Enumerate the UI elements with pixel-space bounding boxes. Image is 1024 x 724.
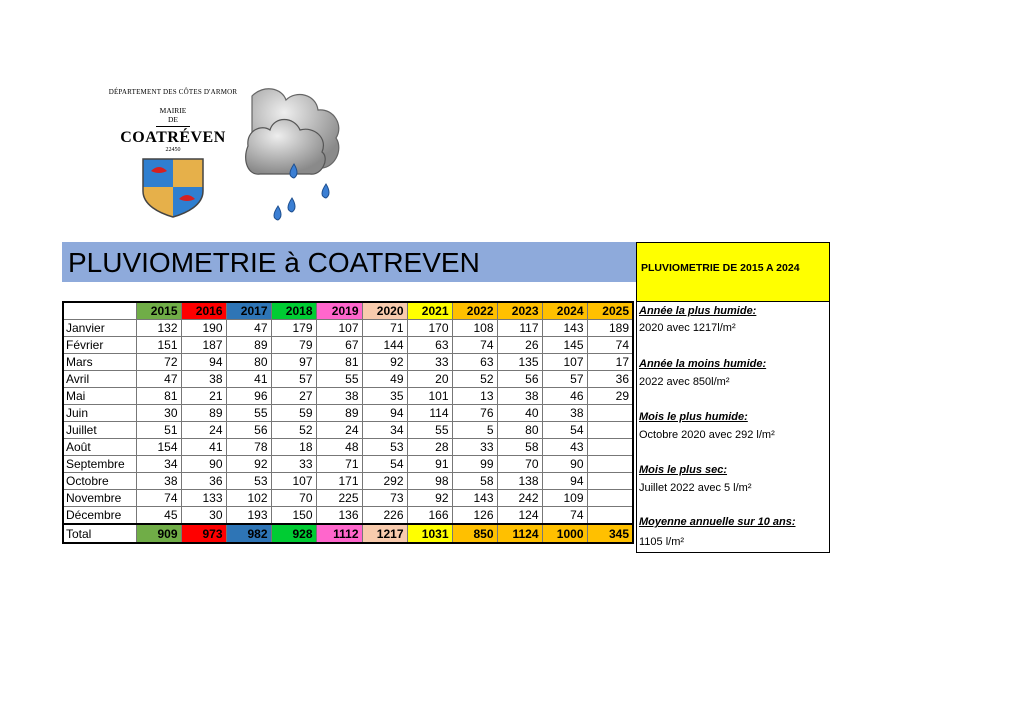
rain-value-cell: 94 [542, 473, 587, 490]
rain-value-cell: 24 [181, 422, 226, 439]
rain-value-cell: 63 [452, 354, 497, 371]
rain-value-cell: 81 [316, 354, 362, 371]
month-label: Septembre [63, 456, 136, 473]
rain-value-cell: 71 [316, 456, 362, 473]
rain-value-cell: 133 [181, 490, 226, 507]
table-row [63, 422, 633, 439]
average-value: 1105 l/m² [639, 536, 685, 548]
rain-value-cell: 117 [497, 320, 542, 337]
rain-value-cell: 27 [271, 388, 316, 405]
rain-value-cell: 30 [136, 405, 181, 422]
logo-department: DÉPARTEMENT DES CÔTES D'ARMOR [108, 88, 238, 96]
rain-value-cell [587, 422, 633, 439]
rain-value-cell: 92 [226, 456, 271, 473]
rain-value-cell: 143 [452, 490, 497, 507]
rain-value-cell: 135 [497, 354, 542, 371]
rain-value-cell: 292 [362, 473, 407, 490]
rain-value-cell: 33 [271, 456, 316, 473]
average-heading: Moyenne annuelle sur 10 ans: [639, 516, 796, 528]
rain-value-cell: 51 [136, 422, 181, 439]
month-label: Novembre [63, 490, 136, 507]
rain-value-cell: 187 [181, 337, 226, 354]
rain-value-cell: 56 [226, 422, 271, 439]
town-logo [88, 86, 258, 226]
rain-value-cell [587, 473, 633, 490]
page-title: PLUVIOMETRIE à COATREVEN [68, 247, 480, 278]
year-header-row [63, 302, 633, 320]
rain-value-cell: 107 [542, 354, 587, 371]
rain-value-cell: 52 [271, 422, 316, 439]
rain-value-cell: 132 [136, 320, 181, 337]
side-title: PLUVIOMETRIE DE 2015 A 2024 [641, 262, 800, 274]
rain-value-cell: 47 [226, 320, 271, 337]
rain-value-cell: 43 [542, 439, 587, 456]
rain-value-cell: 35 [362, 388, 407, 405]
month-label: Février [63, 337, 136, 354]
rain-value-cell: 21 [181, 388, 226, 405]
year-header-2021: 2021 [407, 302, 452, 320]
rain-value-cell: 99 [452, 456, 497, 473]
rain-value-cell: 67 [316, 337, 362, 354]
wettest-month-heading: Mois le plus humide: [639, 411, 748, 423]
total-value-cell: 1000 [542, 524, 587, 543]
table-row [63, 456, 633, 473]
wettest-year-value: 2020 avec 1217l/m² [639, 322, 736, 334]
rain-cloud-icon [244, 86, 348, 226]
table-row [63, 371, 633, 388]
year-header-2016: 2016 [181, 302, 226, 320]
rain-value-cell: 89 [181, 405, 226, 422]
total-row [63, 524, 633, 543]
rain-value-cell [587, 439, 633, 456]
rain-value-cell [587, 490, 633, 507]
rain-value-cell: 90 [542, 456, 587, 473]
rain-value-cell: 96 [226, 388, 271, 405]
rain-value-cell: 53 [362, 439, 407, 456]
year-header-2023: 2023 [497, 302, 542, 320]
rain-value-cell: 138 [497, 473, 542, 490]
rain-value-cell: 98 [407, 473, 452, 490]
month-label: Mai [63, 388, 136, 405]
month-label: Juillet [63, 422, 136, 439]
total-value-cell: 850 [452, 524, 497, 543]
rain-value-cell: 89 [226, 337, 271, 354]
rain-value-cell: 38 [497, 388, 542, 405]
rainfall-table [62, 301, 634, 544]
driest-month-value: Juillet 2022 avec 5 l/m² [639, 482, 752, 494]
rain-value-cell: 34 [136, 456, 181, 473]
rain-value-cell: 59 [271, 405, 316, 422]
rain-value-cell: 56 [497, 371, 542, 388]
rain-value-cell: 33 [407, 354, 452, 371]
rain-value-cell: 154 [136, 439, 181, 456]
rain-value-cell: 30 [181, 507, 226, 525]
rain-value-cell: 144 [362, 337, 407, 354]
year-header-2020: 2020 [362, 302, 407, 320]
driest-year-value: 2022 avec 850l/m² [639, 376, 730, 388]
rain-value-cell: 107 [316, 320, 362, 337]
rain-value-cell: 34 [362, 422, 407, 439]
rain-value-cell: 40 [497, 405, 542, 422]
month-label: Août [63, 439, 136, 456]
wettest-month-value: Octobre 2020 avec 292 l/m² [639, 429, 775, 441]
year-header-2022: 2022 [452, 302, 497, 320]
logo-de-text: DE [168, 115, 178, 124]
rain-value-cell: 190 [181, 320, 226, 337]
rain-value-cell: 54 [362, 456, 407, 473]
summary-notes [636, 302, 830, 553]
rain-value-cell: 89 [316, 405, 362, 422]
month-label: Mars [63, 354, 136, 371]
rain-value-cell: 20 [407, 371, 452, 388]
wettest-year-heading: Année la plus humide: [639, 305, 757, 317]
rain-value-cell: 136 [316, 507, 362, 525]
title-band [62, 242, 636, 282]
year-header-2015: 2015 [136, 302, 181, 320]
header-blank-cell [63, 302, 136, 320]
table-row [63, 354, 633, 371]
rain-value-cell: 38 [542, 405, 587, 422]
logo-rule [156, 126, 190, 127]
rain-value-cell: 76 [452, 405, 497, 422]
rain-value-cell: 57 [542, 371, 587, 388]
rain-value-cell: 126 [452, 507, 497, 525]
rain-value-cell: 108 [452, 320, 497, 337]
rain-value-cell: 78 [226, 439, 271, 456]
year-header-2018: 2018 [271, 302, 316, 320]
table-row [63, 320, 633, 337]
rain-value-cell: 52 [452, 371, 497, 388]
rain-value-cell: 94 [362, 405, 407, 422]
rain-value-cell: 28 [407, 439, 452, 456]
total-value-cell: 1112 [316, 524, 362, 543]
rain-value-cell: 70 [271, 490, 316, 507]
logo-mairie-text: MAIRIE [159, 106, 187, 115]
rain-value-cell: 97 [271, 354, 316, 371]
rain-value-cell: 150 [271, 507, 316, 525]
table-row [63, 439, 633, 456]
rain-value-cell: 74 [452, 337, 497, 354]
rain-value-cell: 91 [407, 456, 452, 473]
year-header-2025: 2025 [587, 302, 633, 320]
rain-value-cell [587, 507, 633, 525]
rain-value-cell: 74 [542, 507, 587, 525]
rain-value-cell: 49 [362, 371, 407, 388]
rain-value-cell: 101 [407, 388, 452, 405]
rain-value-cell: 74 [587, 337, 633, 354]
rain-value-cell: 26 [497, 337, 542, 354]
rain-value-cell: 58 [497, 439, 542, 456]
rain-value-cell: 193 [226, 507, 271, 525]
rain-value-cell: 53 [226, 473, 271, 490]
logo-mairie [88, 106, 258, 124]
rain-value-cell: 80 [226, 354, 271, 371]
month-label: Juin [63, 405, 136, 422]
total-value-cell: 1217 [362, 524, 407, 543]
rain-value-cell: 54 [542, 422, 587, 439]
total-value-cell: 982 [226, 524, 271, 543]
coat-of-arms-icon [141, 157, 205, 219]
rain-value-cell: 92 [407, 490, 452, 507]
rain-value-cell: 71 [362, 320, 407, 337]
rain-value-cell: 38 [316, 388, 362, 405]
rain-value-cell: 170 [407, 320, 452, 337]
year-header-2017: 2017 [226, 302, 271, 320]
rain-value-cell: 41 [181, 439, 226, 456]
rain-value-cell: 29 [587, 388, 633, 405]
rain-value-cell: 17 [587, 354, 633, 371]
total-value-cell: 345 [587, 524, 633, 543]
table-row [63, 337, 633, 354]
rain-value-cell: 114 [407, 405, 452, 422]
rain-value-cell: 73 [362, 490, 407, 507]
rain-value-cell: 242 [497, 490, 542, 507]
table-row [63, 507, 633, 525]
rain-value-cell: 36 [181, 473, 226, 490]
rain-value-cell: 38 [181, 371, 226, 388]
rain-value-cell: 80 [497, 422, 542, 439]
rain-value-cell: 55 [226, 405, 271, 422]
rain-value-cell: 55 [316, 371, 362, 388]
rain-value-cell: 58 [452, 473, 497, 490]
rain-value-cell: 13 [452, 388, 497, 405]
total-value-cell: 973 [181, 524, 226, 543]
rain-value-cell: 74 [136, 490, 181, 507]
year-header-2024: 2024 [542, 302, 587, 320]
rain-value-cell: 63 [407, 337, 452, 354]
rain-value-cell: 189 [587, 320, 633, 337]
side-title-box [636, 242, 830, 302]
rain-value-cell: 226 [362, 507, 407, 525]
total-value-cell: 1124 [497, 524, 542, 543]
rain-value-cell: 41 [226, 371, 271, 388]
driest-month-heading: Mois le plus sec: [639, 464, 728, 476]
month-label: Décembre [63, 507, 136, 525]
rain-value-cell: 151 [136, 337, 181, 354]
rain-value-cell: 107 [271, 473, 316, 490]
month-label: Janvier [63, 320, 136, 337]
total-value-cell: 928 [271, 524, 316, 543]
rain-value-cell: 33 [452, 439, 497, 456]
table-row [63, 473, 633, 490]
rain-value-cell: 171 [316, 473, 362, 490]
rain-value-cell: 109 [542, 490, 587, 507]
month-label: Octobre [63, 473, 136, 490]
rain-value-cell: 92 [362, 354, 407, 371]
rain-value-cell: 90 [181, 456, 226, 473]
rain-value-cell [587, 405, 633, 422]
rain-value-cell: 55 [407, 422, 452, 439]
logo-zip: 22450 [165, 147, 181, 153]
rain-value-cell: 145 [542, 337, 587, 354]
rain-value-cell: 18 [271, 439, 316, 456]
rain-value-cell: 45 [136, 507, 181, 525]
rain-value-cell: 81 [136, 388, 181, 405]
table-row [63, 388, 633, 405]
month-label: Avril [63, 371, 136, 388]
year-header-2019: 2019 [316, 302, 362, 320]
rain-value-cell: 47 [136, 371, 181, 388]
rain-value-cell: 72 [136, 354, 181, 371]
rain-value-cell: 38 [136, 473, 181, 490]
rain-value-cell: 36 [587, 371, 633, 388]
table-row [63, 405, 633, 422]
rain-value-cell: 5 [452, 422, 497, 439]
driest-year-heading: Année la moins humide: [639, 358, 767, 370]
rain-value-cell: 79 [271, 337, 316, 354]
rain-value-cell: 179 [271, 320, 316, 337]
rain-value-cell: 46 [542, 388, 587, 405]
rain-value-cell: 166 [407, 507, 452, 525]
rain-value-cell: 24 [316, 422, 362, 439]
rain-value-cell: 48 [316, 439, 362, 456]
rain-value-cell: 57 [271, 371, 316, 388]
logo-town: COATRÉVEN [120, 129, 226, 146]
rain-value-cell: 225 [316, 490, 362, 507]
total-value-cell: 909 [136, 524, 181, 543]
rain-value-cell: 70 [497, 456, 542, 473]
rain-value-cell: 94 [181, 354, 226, 371]
rain-value-cell: 124 [497, 507, 542, 525]
rain-value-cell: 102 [226, 490, 271, 507]
table-row [63, 490, 633, 507]
rain-value-cell: 143 [542, 320, 587, 337]
rain-value-cell [587, 456, 633, 473]
total-label: Total [63, 524, 136, 543]
total-value-cell: 1031 [407, 524, 452, 543]
